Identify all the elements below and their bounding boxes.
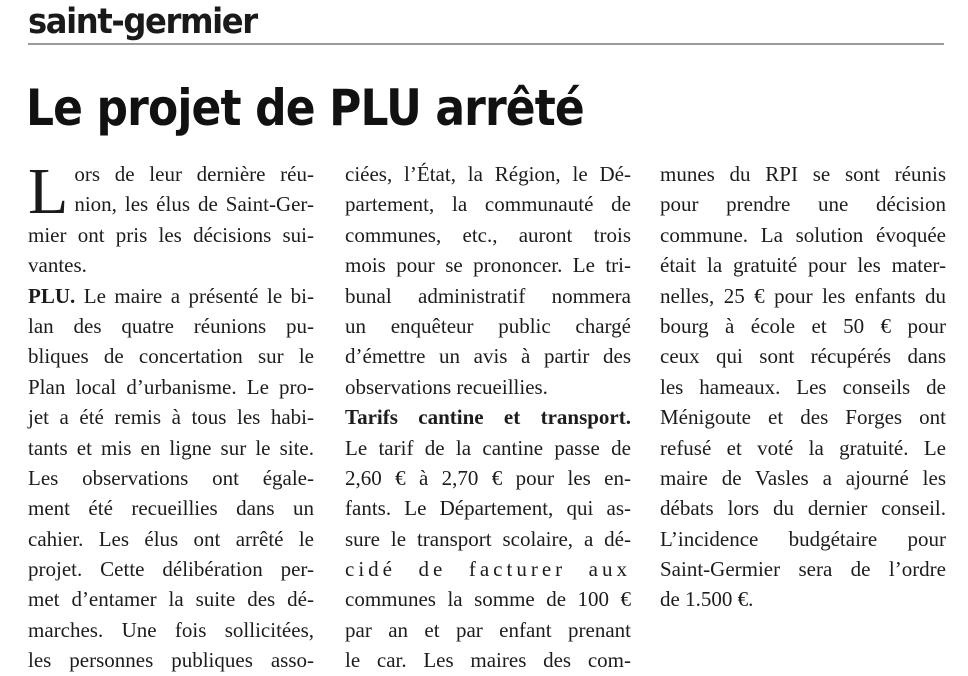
text-line: sure le transport scolaire, a dé-	[345, 526, 631, 551]
text-line: pour prendre une décision	[660, 192, 946, 217]
text-line: débats lors du dernier conseil.	[660, 496, 946, 521]
text-line: bliques de concertation sur le	[28, 344, 314, 369]
text-line: communes, etc., auront trois	[345, 222, 631, 247]
text-line: observations recueillies.	[345, 374, 548, 399]
text-line	[28, 281, 314, 311]
text-line: Plan local d’urbanisme. Le pro-	[28, 374, 314, 399]
text-line: cidé de facturer aux	[345, 557, 631, 582]
subhead-tarifs: Tarifs cantine et transport.	[345, 405, 631, 430]
text-line: commune. La solution évoquée	[660, 222, 946, 247]
text-line: vantes.	[28, 253, 87, 278]
text-line: jet a été remis à tous les habi-	[28, 405, 314, 430]
text-line: L’incidence budgétaire pour	[660, 526, 946, 551]
subhead-plu: PLU.	[28, 283, 76, 308]
text-line: maire de Vasles a ajourné les	[660, 465, 946, 490]
column-1	[28, 155, 314, 676]
text-line: ors de leur dernière réu-	[74, 162, 314, 186]
text-line: Saint-Germier sera de l’ordre	[660, 557, 946, 582]
text-line: les hameaux. Les conseils de	[660, 374, 946, 399]
text-line: bunal administratif nommera	[345, 283, 631, 308]
text-line: Le tarif de la cantine passe de	[345, 435, 631, 460]
text-line: met d’entamer la suite des dé-	[28, 587, 314, 612]
text-line: ment été recueillies dans un	[28, 496, 314, 521]
text-line: par an et par enfant prenant	[345, 617, 631, 642]
section-rule	[28, 43, 944, 45]
section-label: saint-germier	[28, 2, 257, 42]
text-line: mier ont pris les décisions sui-	[28, 222, 314, 247]
text-line: de 1.500 €.	[660, 587, 754, 612]
text-run: Le maire a présenté le bi-	[75, 283, 314, 308]
text-line	[345, 402, 631, 432]
text-line: ciées, l’État, la Région, le Dé-	[345, 162, 631, 186]
text-line: mois pour se prononcer. Le tri-	[345, 253, 631, 278]
text-line: bourg à école et 50 € pour	[660, 313, 946, 338]
text-line: cahier. Les élus ont arrêté le	[28, 526, 314, 551]
text-line: munes du RPI se sont réunis	[660, 162, 946, 186]
text-line: le car. Les maires des com-	[345, 648, 631, 673]
text-line: marches. Une fois sollicitées,	[28, 617, 314, 642]
text-line: fants. Le Département, qui as-	[345, 496, 631, 521]
drop-cap: L	[28, 155, 69, 228]
text-line: les personnes publiques asso-	[28, 648, 314, 673]
text-line: était la gratuité pour les mater-	[660, 253, 946, 278]
text-line: ceux qui sont récupérés dans	[660, 344, 946, 369]
text-line: tants et mis en ligne sur le site.	[28, 435, 314, 460]
text-line: communes la somme de 100 €	[345, 587, 631, 612]
text-line: d’émettre un avis à partir des	[345, 344, 631, 369]
text-line: partement, la communauté de	[345, 192, 631, 217]
column-2	[345, 159, 631, 676]
text-line: 2,60 € à 2,70 € pour les en-	[345, 465, 631, 490]
text-line: Ménigoute et des Forges ont	[660, 405, 946, 430]
text-line: Les observations ont égale-	[28, 465, 314, 490]
text-line: nelles, 25 € pour les enfants du	[660, 283, 946, 308]
headline: Le projet de PLU arrêté	[26, 79, 584, 137]
text-line: un enquêteur public chargé	[345, 313, 631, 338]
column-3	[660, 159, 946, 615]
text-line: refusé et voté la gratuité. Le	[660, 435, 946, 460]
text-line: projet. Cette délibération per-	[28, 557, 314, 582]
text-line: lan des quatre réunions pu-	[28, 313, 314, 338]
text-line: nion, les élus de Saint-Ger-	[74, 192, 314, 217]
